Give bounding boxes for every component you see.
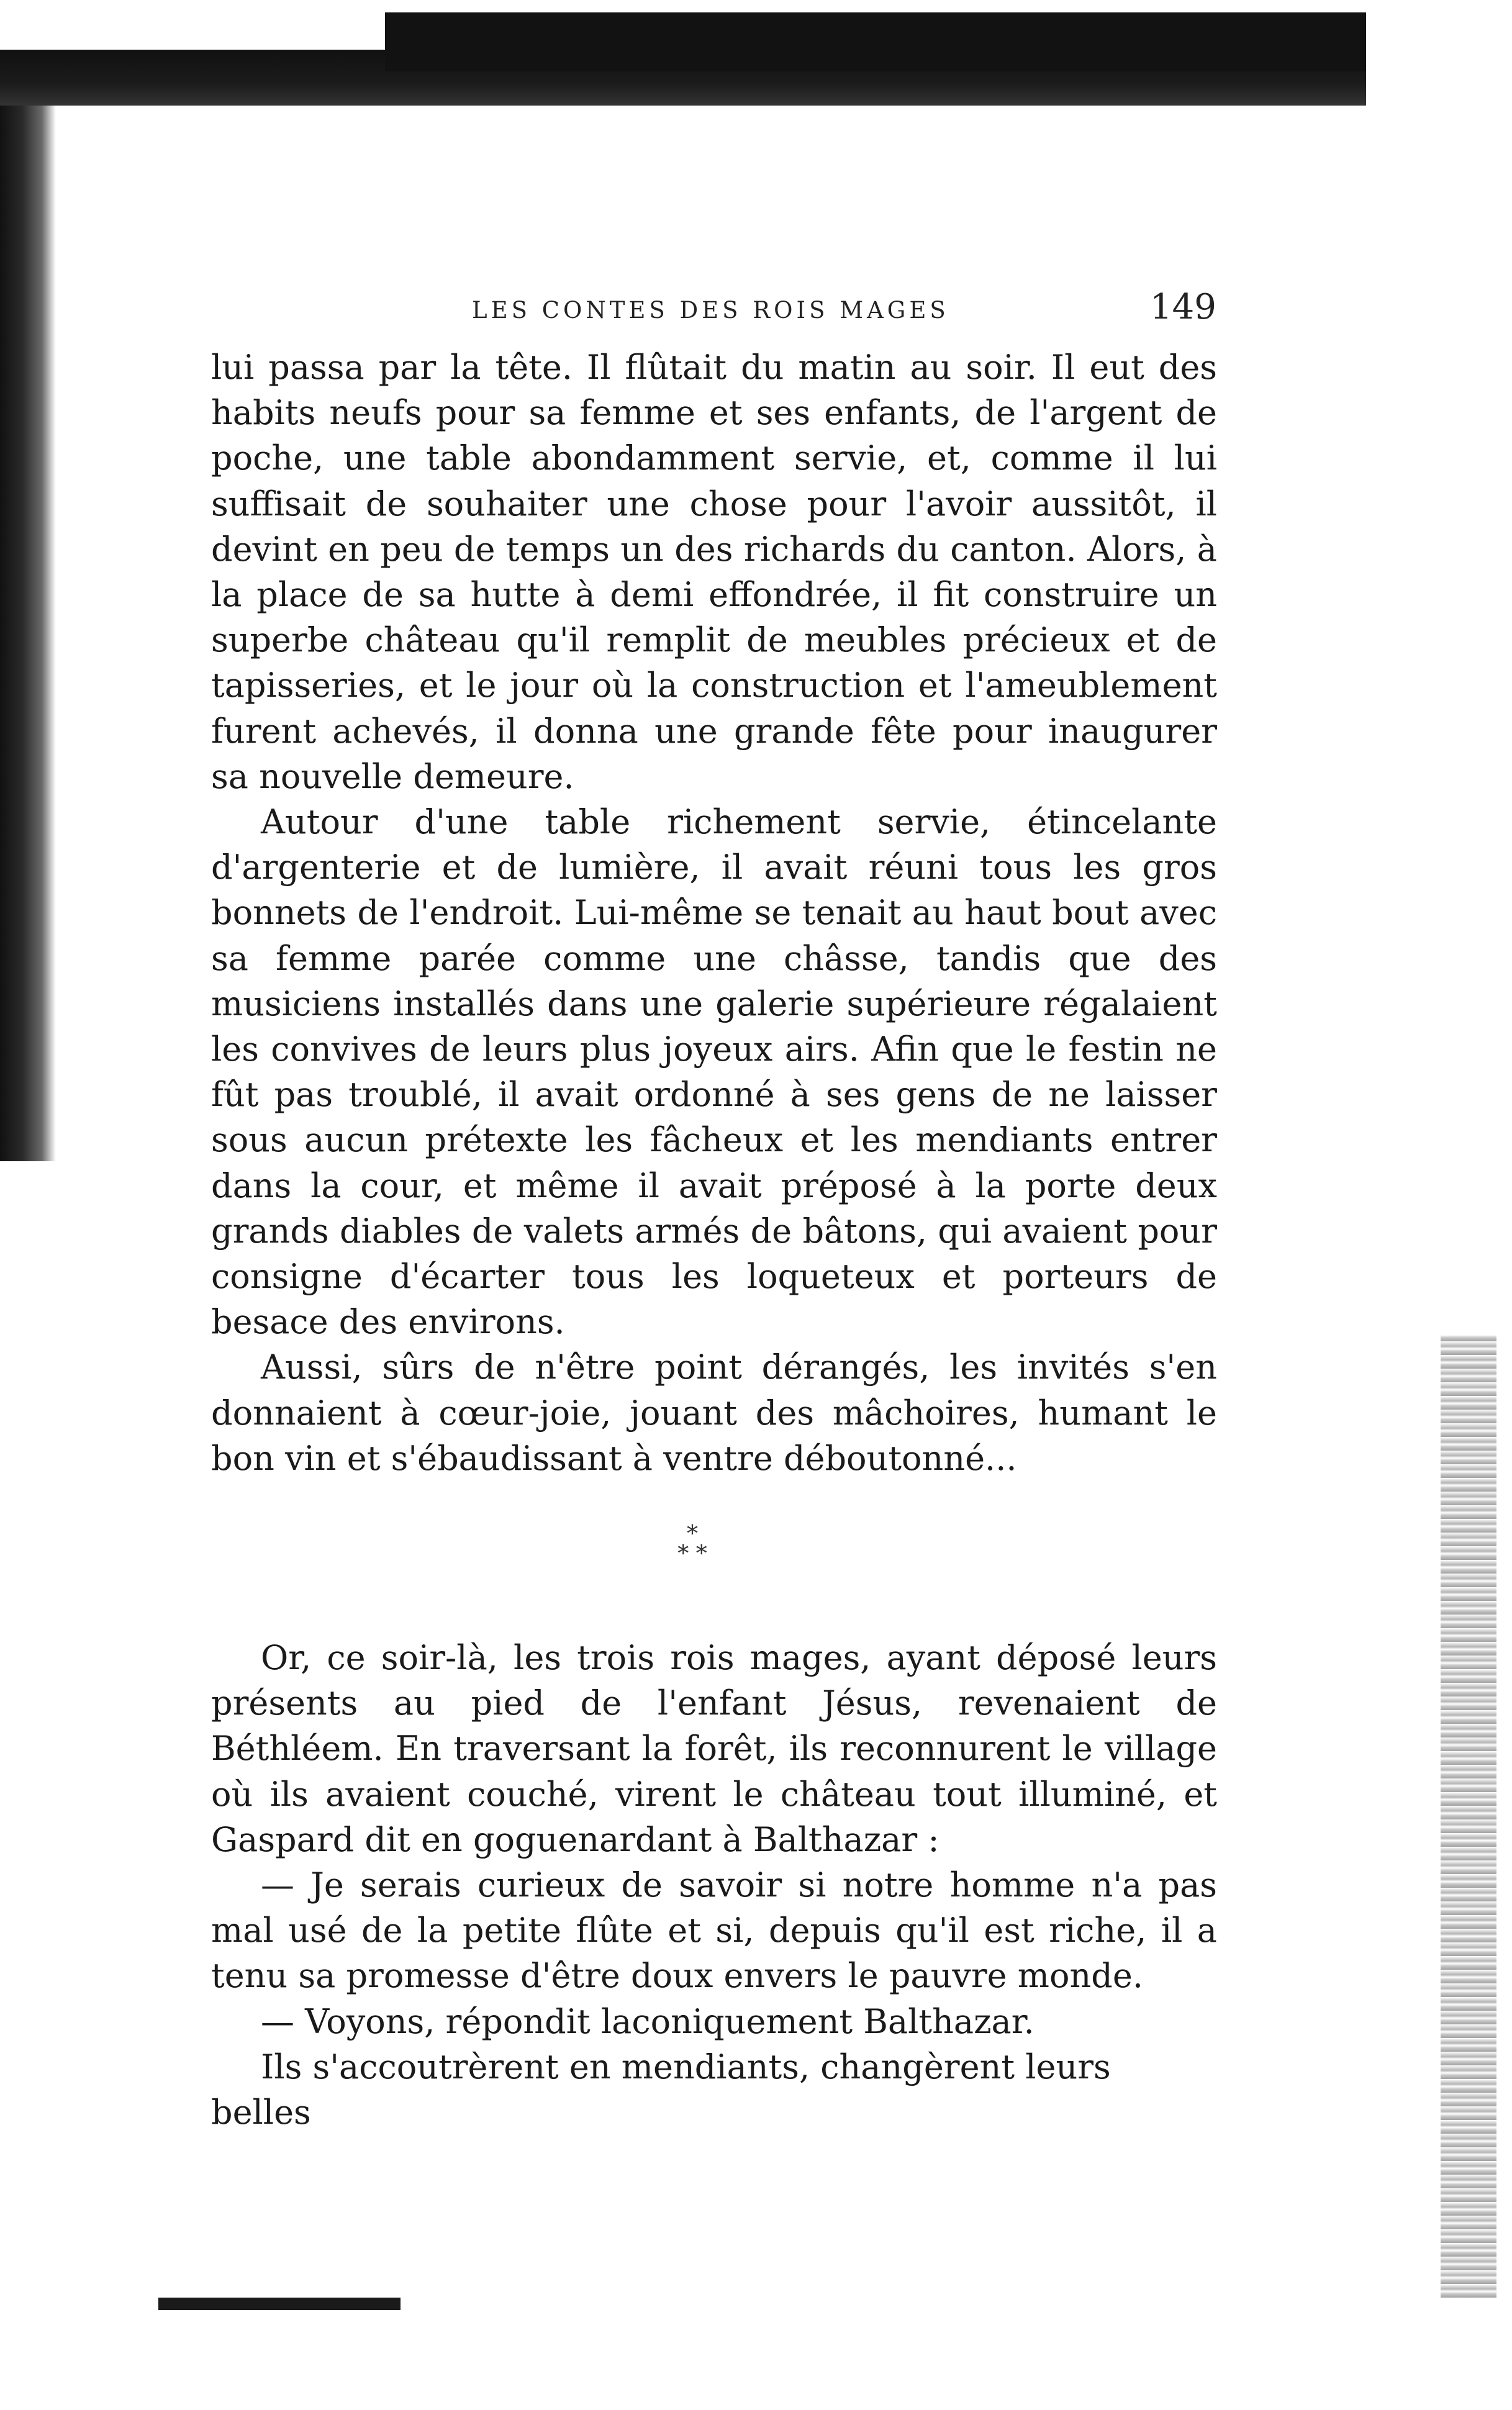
dialogue-paragraph: — Je serais curieux de savoir si notre homme n'a pas mal usé de la petite flûte et si, depuis qu'il est riche, il a tenu sa promesse d'être doux envers le pauvre monde. [211, 1865, 1217, 1996]
paragraph: lui passa par la tête. Il flûtait du matin au soir. Il eut des habits neufs pour sa femme et ses enfants, de l'argent de poche, une table abondamment servie, et, comme il lui suffisait de souhaiter une chose pour l'avoir aussitôt, il devint en peu de temps un des richards du canton. Alors, à la place de sa hutte à demi effondrée, il fit construire un superbe château qu'il remplit de meubles précieux et de tapisseries, et le jour où la construction et l'ameublement furent achevés, il donna une grande fête pour inaugurer sa nouvelle demeure. [211, 348, 1217, 796]
paragraph: Ils s'accoutrèrent en mendiants, changèrent leurs belles [211, 2047, 1111, 2132]
body-text-section-1 [211, 345, 1217, 1481]
dialogue-paragraph: — Voyons, répondit laconiquement Balthazar. [261, 2001, 1034, 2041]
running-title: LES CONTES DES ROIS MAGES [472, 297, 949, 324]
asterism-bottom: * * [677, 1541, 707, 1567]
paragraph: Or, ce soir-là, les trois rois mages, ayant déposé leurs présents au pied de l'enfant Jésus, revenaient de Béthléem. En traversant la forêt, ils reconnurent le village où ils avaient couché, virent le château tout illuminé, et Gaspard dit en goguenardant à Balthazar : [211, 1638, 1217, 1859]
scan-mark-bottom [158, 2298, 401, 2310]
paragraph: Autour d'une table richement servie, étincelante d'argenterie et de lumière, il avait réuni tous les gros bonnets de l'endroit. Lui-même se tenait au haut bout avec sa femme parée comme une châsse, tandis que des musiciens installés dans une galerie supérieure régalaient les convives de leurs plus joyeux airs. Afin que le festin ne fût pas troublé, il avait ordonné à ses gens de ne laisser sous aucun prétexte les fâcheux et les mendiants entrer dans la cour, et même il avait préposé à la porte deux grands diables de valets armés de bâtons, qui avaient pour consigne d'écarter tous les loqueteux et porteurs de besace des environs. [211, 802, 1217, 1342]
section-asterism [668, 1521, 717, 1567]
body-text-section-2 [211, 1635, 1217, 2135]
scan-noise-right [1441, 1335, 1496, 2298]
asterism-top: * [687, 1521, 698, 1547]
scan-shadow-top-right [385, 12, 1366, 71]
page-number: 149 [1150, 287, 1216, 327]
scan-shadow-left [0, 106, 56, 1161]
paragraph: Aussi, sûrs de n'être point dérangés, les invités s'en donnaient à cœur-joie, jouant des mâchoires, humant le bon vin et s'ébaudissant à ventre déboutonné... [211, 1348, 1217, 1478]
